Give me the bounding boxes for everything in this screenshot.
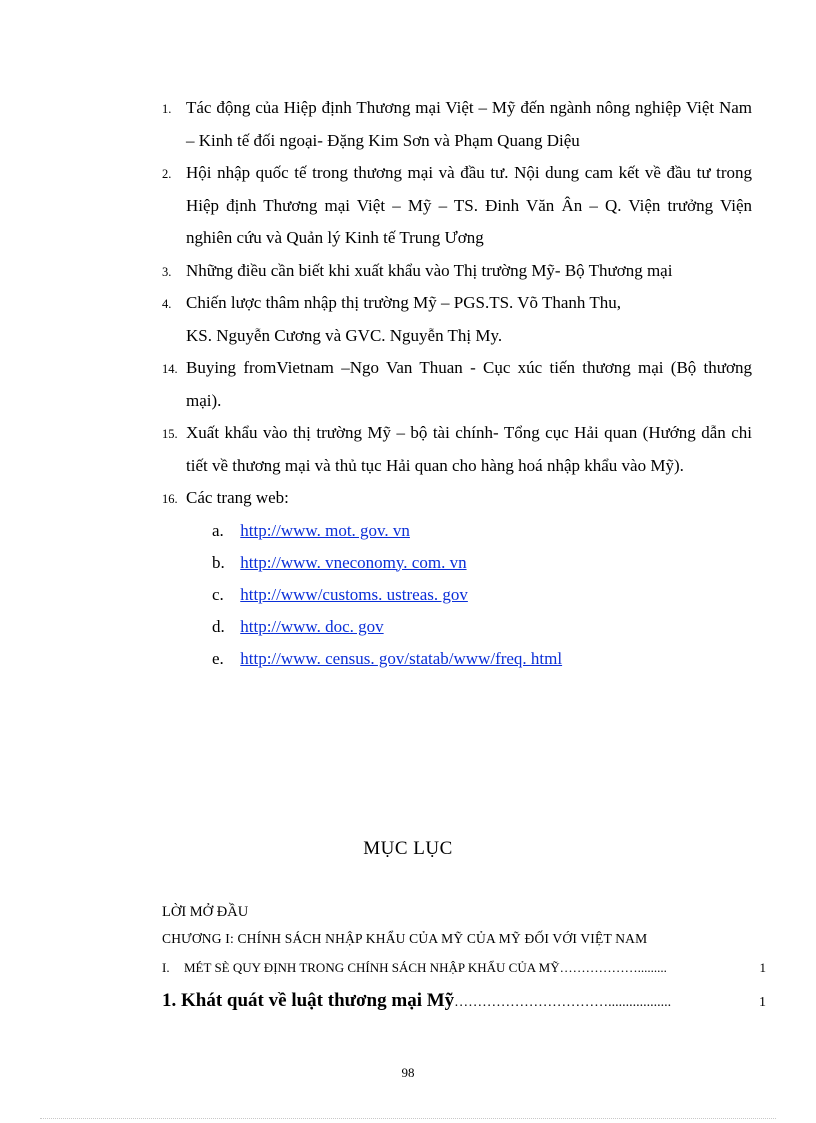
toc-leader-dots: ……………….........: [559, 960, 667, 975]
reference-number: 14.: [162, 362, 178, 376]
website-link[interactable]: http://www/customs. ustreas. gov: [240, 584, 468, 604]
footer-divider: [40, 1118, 776, 1119]
toc-leader-dots: ……………………………..................: [454, 995, 672, 1010]
website-letter: a.: [212, 520, 224, 540]
reference-text: Các trang web:: [186, 488, 289, 507]
reference-item: [162, 417, 752, 482]
reference-number: 15.: [162, 427, 178, 441]
reference-text: Xuất khẩu vào thị trường Mỹ – bộ tài chính- Tổng cục Hải quan (Hướng dẫn chi tiết về thương mại và thủ tục Hải quan cho hàng hoá nhập khẩu vào Mỹ).: [186, 423, 752, 475]
website-item: [212, 547, 752, 579]
reference-number: 4.: [162, 297, 172, 311]
reference-text: Tác động của Hiệp định Thương mại Việt – Mỹ đến ngành nông nghiệp Việt Nam – Kinh tế đối ngoại- Đặng Kim Sơn và Phạm Quang Diệu: [186, 98, 752, 150]
reference-number: 16.: [162, 492, 178, 506]
table-of-contents: [162, 898, 766, 1020]
toc-intro: LỜI MỞ ĐẦU: [162, 904, 249, 920]
website-link[interactable]: http://www. census. gov/statab/www/freq. html: [240, 648, 563, 668]
toc-chapter: CHƯƠNG I: CHÍNH SÁCH NHẬP KHẨU CỦA MỸ CỦA MỸ ĐỐI VỚI VIỆT NAM: [162, 931, 648, 946]
toc-section-label: MÉT SÈ QUY ĐỊNH TRONG CHÍNH SÁCH NHẬP KHẨU CỦA MỸ: [184, 960, 560, 975]
reference-number: 1.: [162, 102, 172, 116]
website-letter: e.: [212, 648, 224, 668]
reference-item: [162, 287, 752, 352]
reference-text: Buying fromVietnam –Ngo Van Thuan - Cục xúc tiến thương mại (Bộ thương mại).: [186, 358, 752, 410]
reference-text: Hội nhập quốc tế trong thương mại và đầu tư. Nội dung cam kết về đầu tư trong Hiệp định Thương mại Việt – Mỹ – TS. Đinh Văn Ân – Q. Viện trưởng Viện nghiên cứu và Quản lý Kinh tế Trung Ương: [186, 163, 752, 247]
website-link[interactable]: http://www. vneconomy. com. vn: [240, 552, 467, 572]
reference-item: [162, 352, 752, 417]
toc-page-number: 1: [759, 960, 766, 975]
website-list: [162, 515, 752, 675]
reference-number: 2.: [162, 167, 172, 181]
reference-text: Những điều cần biết khi xuất khẩu vào Thị trường Mỹ- Bộ Thương mại: [186, 260, 673, 280]
website-letter: b.: [212, 552, 225, 572]
reference-text-line2: KS. Nguyễn Cương và GVC. Nguyễn Thị My.: [186, 325, 503, 345]
toc-subsection-label: 1. Khát quát về luật thương mại Mỹ: [162, 990, 455, 1011]
reference-number: 3.: [162, 264, 172, 279]
reference-item: [162, 92, 752, 157]
website-letter: d.: [212, 616, 225, 636]
website-item: [212, 579, 752, 611]
website-letter: c.: [212, 584, 224, 604]
website-item: [212, 611, 752, 643]
toc-subsection[interactable]: [162, 984, 766, 1020]
reference-item: [162, 157, 752, 255]
toc-page-number: 1: [759, 995, 766, 1010]
toc-section-number: I.: [162, 960, 170, 975]
website-item: [212, 515, 752, 547]
website-item: [212, 643, 752, 675]
toc-section[interactable]: [162, 952, 766, 984]
toc-title: MỤC LỤC: [363, 838, 453, 859]
page-number: 98: [401, 1065, 415, 1080]
reference-text-line1: Chiến lược thâm nhập thị trường Mỹ – PGS.TS. Võ Thanh Thu,: [186, 293, 621, 312]
website-link[interactable]: http://www. mot. gov. vn: [240, 520, 410, 540]
reference-item: [162, 255, 752, 288]
website-link[interactable]: http://www. doc. gov: [240, 616, 384, 636]
reference-item: [162, 482, 752, 515]
reference-list: [162, 92, 752, 675]
